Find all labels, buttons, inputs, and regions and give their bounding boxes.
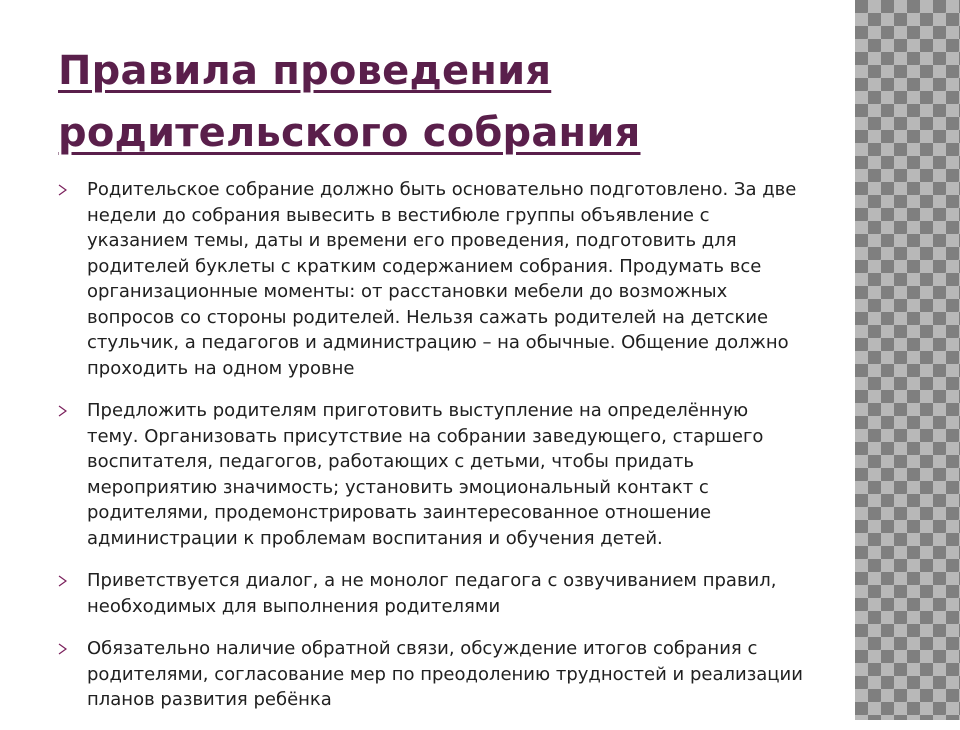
bullet-text: Родительское собрание должно быть основательно подготовлено. За две недели до собрания вывесить в вестибюле группы объявление с указанием темы, даты и времени его проведения, подготовить для родителей буклеты с кратким содержанием собрания. Продумать все организационные моменты: от расстановки мебели до возможных вопросов со стороны родителей. Нельзя сажать родителей на детские стульчик, а педагогов и администрацию – на обычные. Общение должно проходить на одном уровне <box>87 179 797 379</box>
bullet-item-1 <box>58 177 803 381</box>
bullet-item-4 <box>58 636 803 713</box>
bullet-list <box>58 177 803 730</box>
bullet-item-3 <box>58 568 803 619</box>
arrow-bullet-icon <box>58 184 67 196</box>
decorative-side-pattern <box>855 0 960 720</box>
arrow-bullet-icon <box>58 643 67 655</box>
bullet-text: Приветствуется диалог, а не монолог педагога с озвучиванием правил, необходимых для выполнения родителями <box>87 570 777 617</box>
bullet-item-2 <box>58 398 803 551</box>
slide-title <box>58 40 838 164</box>
slide-title-line-2: родительского собрания <box>58 110 641 156</box>
arrow-bullet-icon <box>58 575 67 587</box>
bullet-text: Предложить родителям приготовить выступление на определённую тему. Организовать присутствие на собрании заведующего, старшего воспитателя, педагогов, работающих с детьми, чтобы придать мероприятию значимость; установить эмоциональный контакт с родителями, продемонстрировать заинтересованное отношение администрации к проблемам воспитания и обучения детей. <box>87 400 764 549</box>
bullet-text: Обязательно наличие обратной связи, обсуждение итогов собрания с родителями, согласование мер по преодолению трудностей и реализации планов развития ребёнка <box>87 638 803 710</box>
slide-title-line-1: Правила проведения <box>58 48 552 94</box>
arrow-bullet-icon <box>58 405 67 417</box>
